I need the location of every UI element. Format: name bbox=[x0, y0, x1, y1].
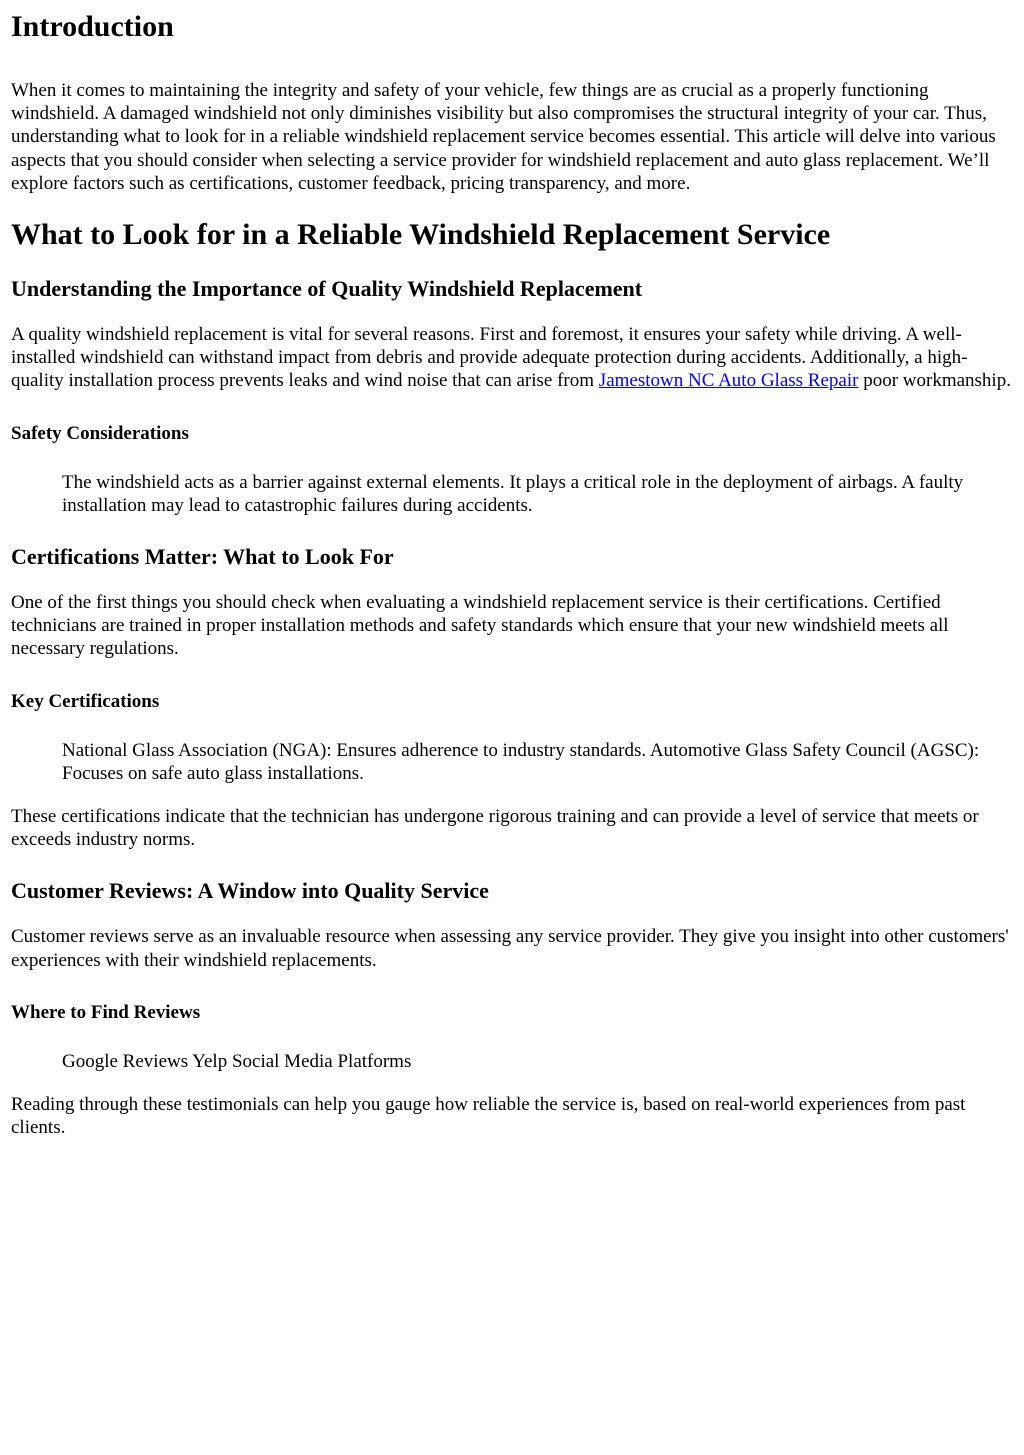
safety-heading: Safety Considerations bbox=[11, 422, 189, 444]
where-reviews-paragraph: Reading through these testimonials can help you gauge how reliable the service is, based on real-world experiences from past clients. bbox=[11, 1094, 966, 1139]
intro-paragraph: When it comes to maintaining the integrity and safety of your vehicle, few things are as crucial as a properly functioning windshield. A damaged windshield not only diminishes visibility but also compromises the structural integrity of your car. Thus, understanding what to look for in a reliable windshield replacement service becomes essential. This article will delve into various aspects that you should consider when selecting a service provider for windshield replacement and auto glass replacement. We’ll explore factors such as certifications, customer feedback, pricing transparency, and more. bbox=[11, 80, 996, 194]
jamestown-auto-glass-link[interactable]: Jamestown NC Auto Glass Repair bbox=[598, 370, 859, 392]
key-certifications-heading: Key Certifications bbox=[11, 690, 160, 712]
reviews-heading: Customer Reviews: A Window into Quality Service bbox=[11, 878, 489, 904]
quality-paragraph bbox=[11, 323, 1016, 393]
quality-paragraph-text-end: poor workmanship. bbox=[858, 370, 1011, 392]
where-reviews-heading: Where to Find Reviews bbox=[11, 1001, 201, 1023]
article bbox=[0, 9, 1024, 1139]
where-reviews-list: Google Reviews Yelp Social Media Platforms bbox=[62, 1050, 412, 1072]
quality-heading: Understanding the Importance of Quality Windshield Replacement bbox=[11, 276, 643, 302]
key-certifications-list: National Glass Association (NGA): Ensures adherence to industry standards. Automotive Glass Safety Council (AGSC): Focuses on safe auto glass installations. bbox=[62, 739, 980, 784]
reviews-paragraph: Customer reviews serve as an invaluable resource when assessing any service provider. They give you insight into other customers' experiences with their windshield replacements. bbox=[11, 926, 1009, 971]
certifications-paragraph: One of the first things you should check when evaluating a windshield replacement service is their certifications. Certified technicians are trained in proper installation methods and safety standards which ensure that your new windshield meets all necessary regulations. bbox=[11, 592, 949, 660]
quality-paragraph-text-start: A quality windshield replacement is vital for several reasons. First and foremost, it ensures your safety while driving. A well-installed windshield can withstand impact from debris and provide adequate protection during accidents. Additionally, a high-quality installation process prevents leaks and wind noise that can arise from bbox=[11, 324, 968, 392]
main-heading: What to Look for in a Reliable Windshield Replacement Service bbox=[11, 218, 831, 252]
key-certifications-paragraph: These certifications indicate that the technician has undergone rigorous training and can provide a level of service that meets or exceeds industry norms. bbox=[11, 806, 979, 851]
certifications-heading: Certifications Matter: What to Look For bbox=[11, 544, 394, 570]
safety-list: The windshield acts as a barrier against external elements. It plays a critical role in the deployment of airbags. A faulty installation may lead to catastrophic failures during accidents. bbox=[62, 471, 964, 516]
intro-heading: Introduction bbox=[11, 10, 174, 43]
